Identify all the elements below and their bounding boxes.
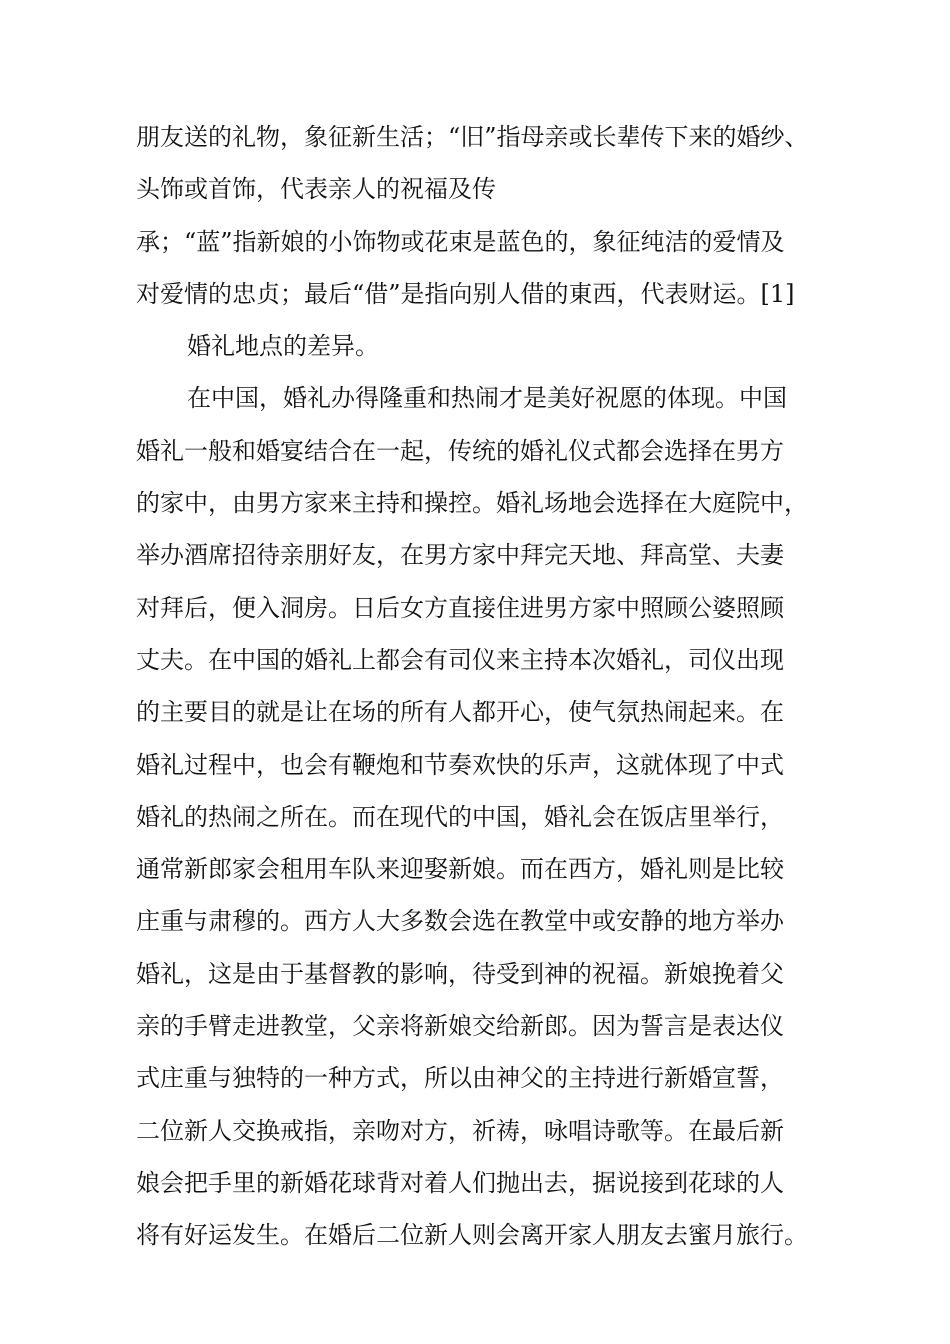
text-line: 承；“蓝”指新娘的小饰物或花束是蓝色的，象征纯洁的爱情及 — [136, 227, 785, 256]
text-line: 朋友送的礼物，象征新生活；“旧”指母亲或长辈传下来的婚纱、 — [136, 123, 809, 151]
text-line: 举办酒席招待亲朋好友，在男方家中拜完天地、拜高堂、夫妻 — [136, 541, 784, 570]
text-line: 娘会把手里的新婚花球背对着人们抛出去，据说接到花球的人 — [136, 1168, 784, 1197]
text-line: 庄重与肃穆的。西方人大多数会选在教堂中或安静的地方举办 — [136, 907, 784, 936]
text-line: 婚礼过程中，也会有鞭炮和节奏欢快的乐声，这就体现了中式 — [136, 750, 784, 779]
text-line: 二位新人交换戒指，亲吻对方，祈祷，咏唱诗歌等。在最后新 — [136, 1116, 784, 1145]
paragraph-first-line: 在中国，婚礼办得隆重和热闹才是美好祝愿的体现。中国 — [187, 384, 787, 413]
text-line: 婚礼一般和婚宴结合在一起，传统的婚礼仪式都会选择在男方 — [136, 436, 784, 465]
text-line: 通常新郎家会租用车队来迎娶新娘。而在西方，婚礼则是比较 — [136, 855, 784, 884]
section-heading: 婚礼地点的差异。 — [187, 332, 379, 361]
text-line: 亲的手臂走进教堂，父亲将新娘交给新郎。因为誓言是表达仪 — [136, 1012, 784, 1041]
text-line: 头饰或首饰，代表亲人的祝福及传 — [136, 175, 496, 204]
text-line: 婚礼，这是由于基督教的影响，待受到神的祝福。新娘挽着父 — [136, 959, 784, 988]
body-text — [136, 111, 856, 1262]
text-line: 的主要目的就是让在场的所有人都开心，使气氛热闹起来。在 — [136, 698, 784, 727]
text-line: 对拜后，便入洞房。日后女方直接住进男方家中照顾公婆照顾 — [136, 593, 784, 622]
text-line: 式庄重与独特的一种方式，所以由神父的主持进行新婚宣誓， — [136, 1064, 784, 1093]
text-line: 的家中，由男方家来主持和操控。婚礼场地会选择在大庭院中， — [136, 489, 808, 518]
text-line: 丈夫。在中国的婚礼上都会有司仪来主持本次婚礼，司仪出现 — [136, 645, 784, 674]
text-line: 婚礼的热闹之所在。而在现代的中国，婚礼会在饭店里举行， — [136, 802, 784, 831]
text-line: 对爱情的忠贞；最后“借”是指向别人借的東西，代表财运。[1] — [136, 279, 795, 308]
text-line: 将有好运发生。在婚后二位新人则会离开家人朋友去蜜月旅行。 — [136, 1221, 808, 1250]
